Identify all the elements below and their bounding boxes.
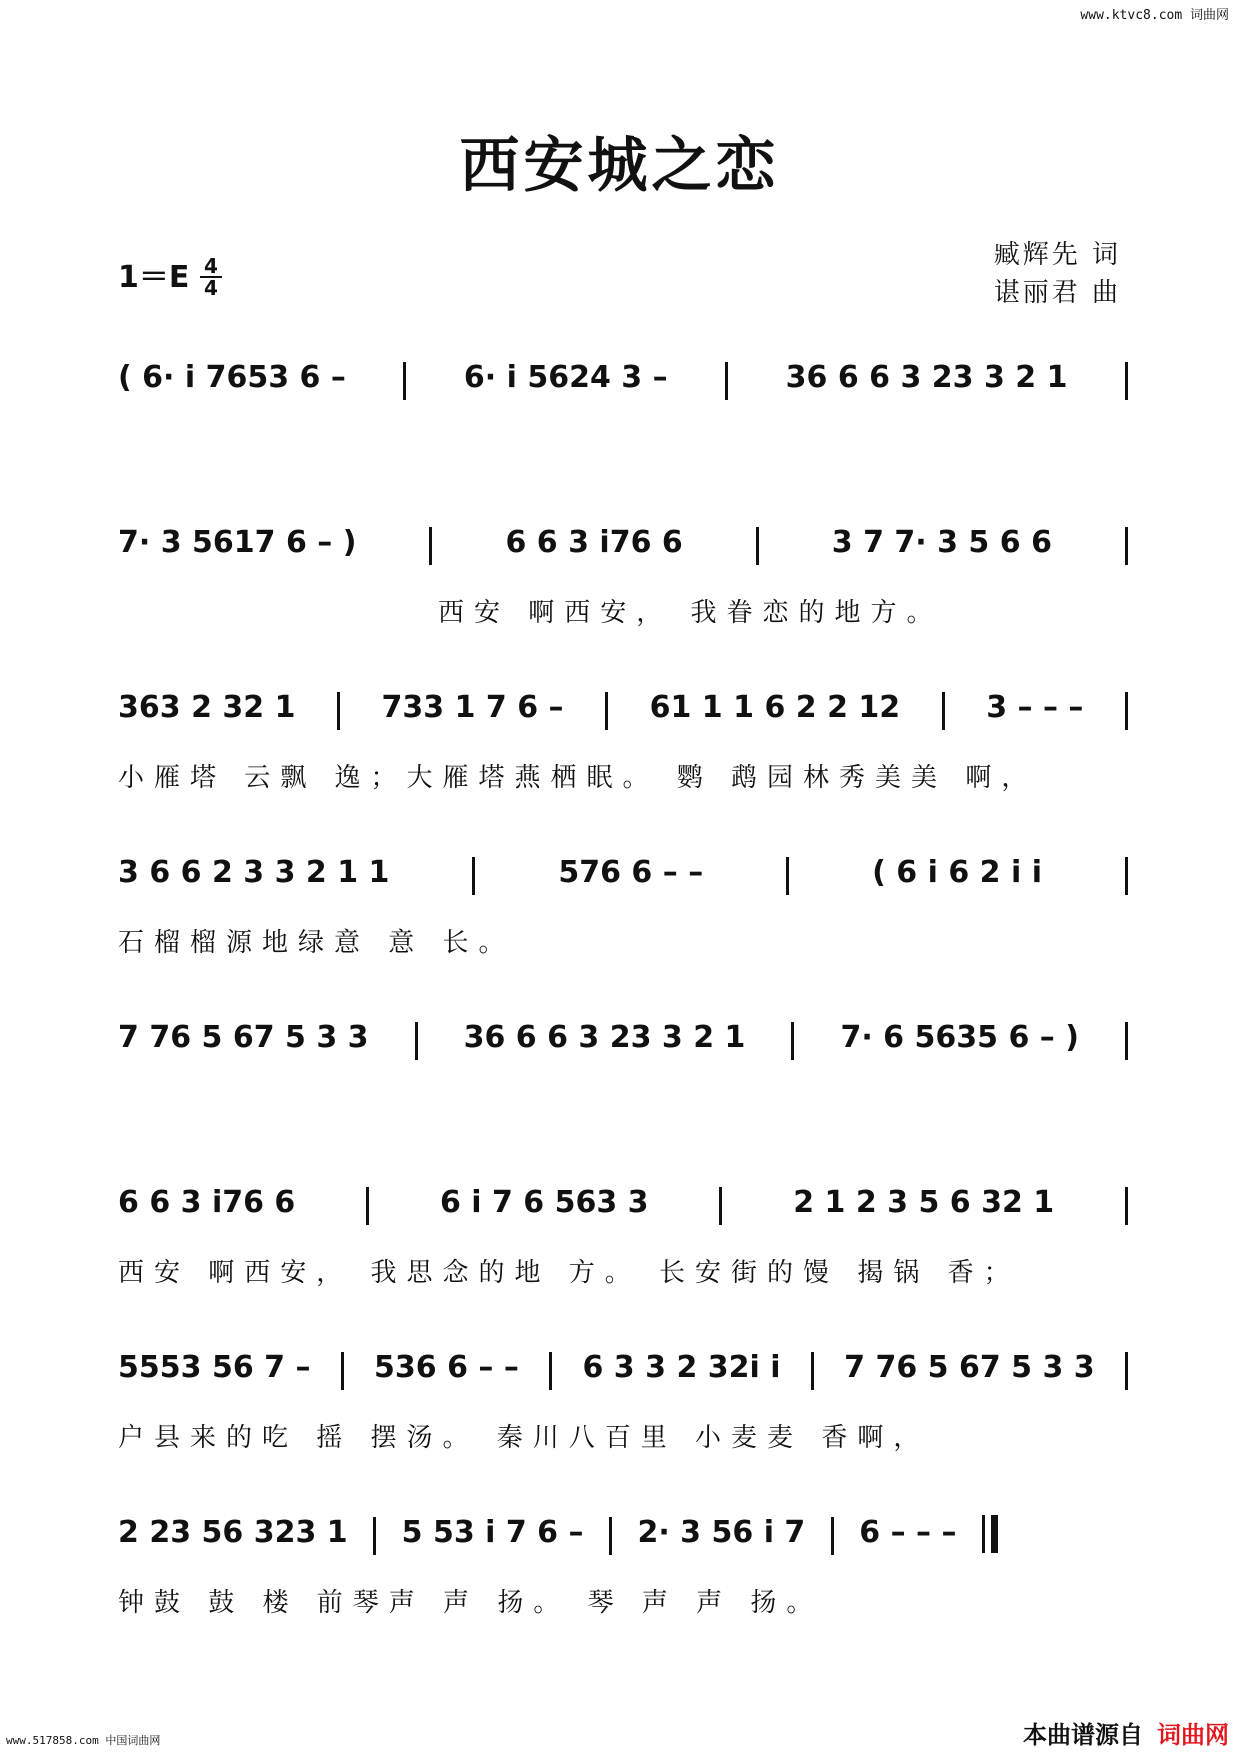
score-line-8 [118,1515,998,1621]
measure: 2 1 2 3 5 6 32 1 [793,1185,1055,1220]
bar-line [1125,1022,1128,1060]
measure: 363 2 32 1 [118,690,296,725]
measure: 36 6 6 3 23 3 2 1 [463,1020,746,1055]
score-line-4 [118,855,1128,961]
composer: 谌丽君 曲 [993,278,1121,308]
bar-line [403,362,406,400]
bar-line [725,362,728,400]
watermark-site-logo: 词曲网 [1157,1721,1229,1749]
measure: 5553 56 7 – [118,1350,311,1385]
measure: 733 1 7 6 – [381,690,564,725]
watermark-top: www.ktvc8.com 词曲网 [1080,8,1229,23]
bar-line [791,1022,794,1060]
score [118,360,1128,1680]
watermark-bottom-right [1023,1715,1229,1750]
measure: ( 6 i 6 2 i i [872,855,1042,890]
measure: 6 6 3 i76 6 [505,525,683,560]
bar-line [1125,527,1128,565]
score-line-1 [118,360,1128,466]
credits [994,236,1121,312]
lyrics-line [118,1090,1128,1126]
watermark-source-text: 本曲谱源自 [1023,1721,1143,1749]
measure: 6 – – – [859,1515,957,1550]
bar-line [605,692,608,730]
bar-line [1125,692,1128,730]
lyrics-line: 石榴榴源地绿意 意 长。 [118,928,515,958]
measure: 6· i 5624 3 – [463,360,668,395]
key-signature: 1＝E [118,260,190,295]
bar-line [337,692,340,730]
bar-line [756,527,759,565]
measure: 576 6 – – [558,855,704,890]
bar-line [1125,857,1128,895]
bar-line [472,857,475,895]
bar-line [831,1517,834,1555]
lyrics-line: 户县来的吃 摇 摆汤。 秦川八百里 小麦麦 香啊， [118,1423,930,1453]
lyrics-line [118,430,1128,466]
bar-line [609,1517,612,1555]
score-line-7 [118,1350,1128,1456]
bar-line [1125,1187,1128,1225]
lyrics-line: 小雁塔 云飘 逸；大雁塔燕栖眠。 鹦 鹉园林秀美美 啊， [118,763,1038,793]
score-line-3 [118,690,1128,796]
measure: 7· 3 5617 6 – ) [118,525,357,560]
bar-line [811,1352,814,1390]
score-line-5 [118,1020,1128,1126]
measure: 2 23 56 323 1 [118,1515,348,1550]
bar-line [719,1187,722,1225]
bar-line [549,1352,552,1390]
time-signature [200,256,222,298]
bar-line [429,527,432,565]
measure: 3 6 6 2 3 3 2 1 1 [118,855,390,890]
measure: 3 – – – [986,690,1084,725]
measure: 61 1 1 6 2 2 12 [649,690,901,725]
measure: 36 6 6 3 23 3 2 1 [785,360,1068,395]
measure: 536 6 – – [374,1350,519,1385]
final-bar-line [982,1515,998,1553]
measure: 6 6 3 i76 6 [118,1185,296,1220]
measure: 7· 6 5635 6 – ) [840,1020,1079,1055]
measure: 3 7 7· 3 5 6 6 [831,525,1052,560]
meter-top: 4 [200,256,222,278]
score-line-2 [118,525,1128,631]
measure: 6 i 7 6 563 3 [439,1185,649,1220]
measure: ( 6· i 7653 6 – [118,360,346,395]
meter-bottom: 4 [204,276,218,300]
bar-line [1125,362,1128,400]
bar-line [373,1517,376,1555]
measure: 6 3 3 2 32i i [582,1350,781,1385]
measure: 5 53 i 7 6 – [401,1515,584,1550]
bar-line [366,1187,369,1225]
measure: 2· 3 56 i 7 [637,1515,806,1550]
watermark-bottom-left: www.517858.com 中国词曲网 [6,1734,161,1747]
bar-line [1125,1352,1128,1390]
lyrics-line: 钟鼓 鼓 楼 前琴声 声 扬。 琴 声 声 扬。 [118,1588,823,1618]
bar-line [415,1022,418,1060]
score-line-6 [118,1185,1128,1291]
lyricist: 臧辉先 词 [993,240,1121,270]
lyrics-line: 西安 啊西安， 我思念的地 方。 长安街的馒 揭锅 香； [118,1258,1020,1288]
bar-line [341,1352,344,1390]
lyrics-line: 西安 啊西安， 我眷恋的地方。 [438,598,943,628]
bar-line [942,692,945,730]
song-title: 西安城之恋 [459,131,780,201]
measure: 7 76 5 67 5 3 3 [118,1020,369,1055]
measure: 7 76 5 67 5 3 3 [844,1350,1095,1385]
bar-line [786,857,789,895]
